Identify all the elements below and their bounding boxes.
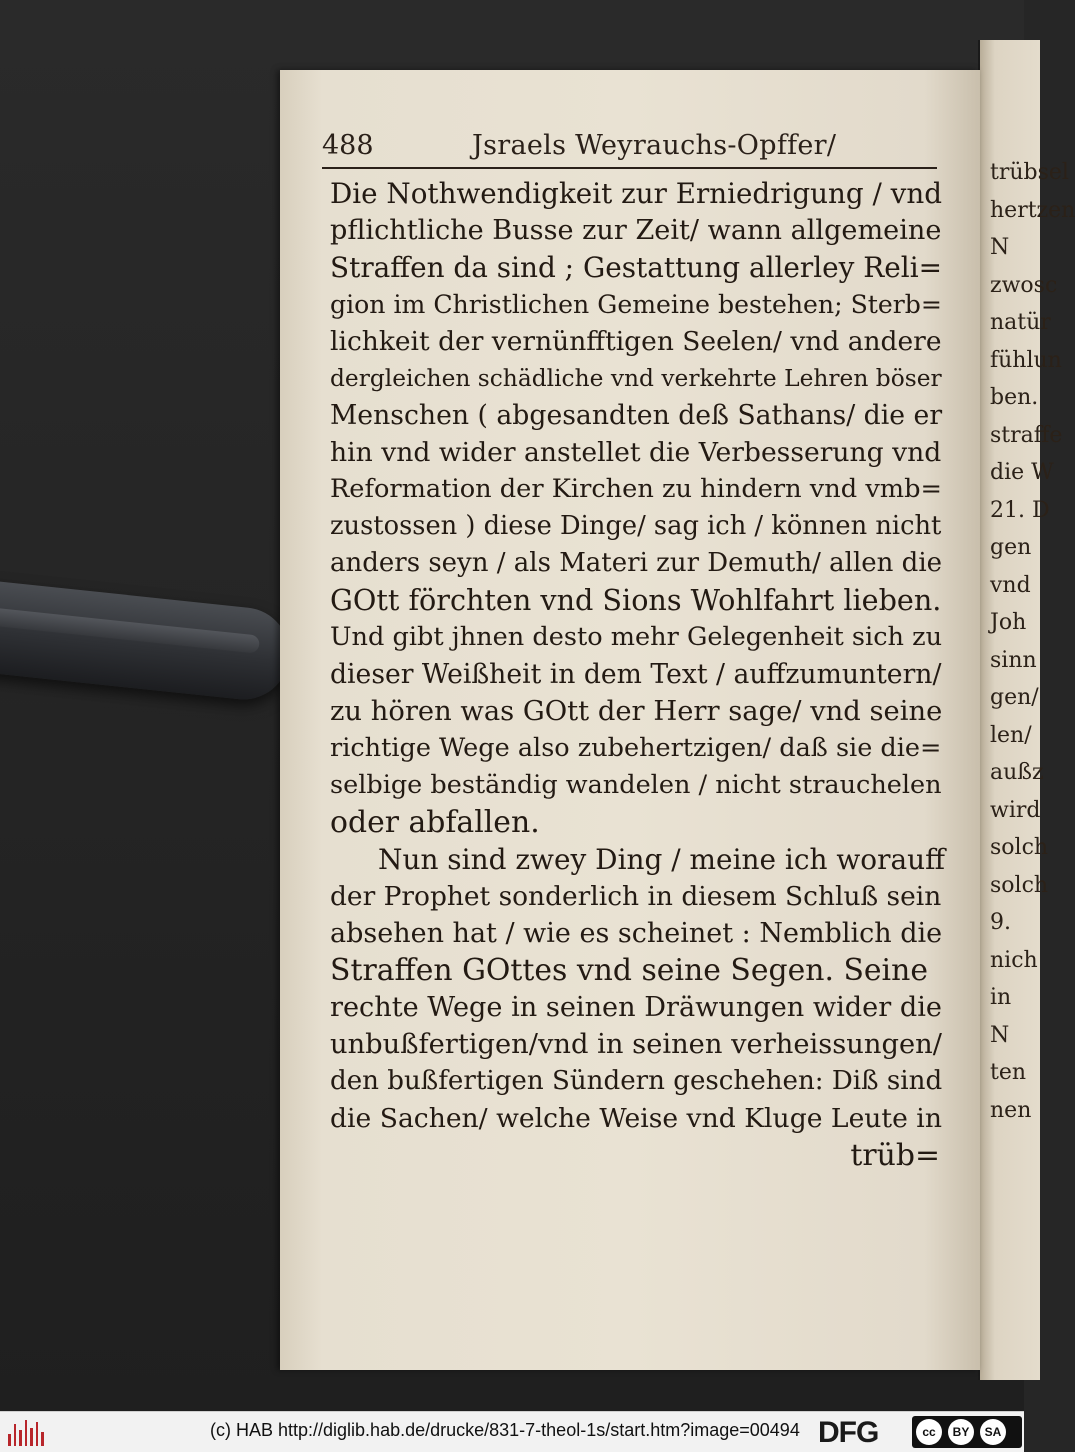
adjacent-page-fragment: zwosc — [990, 272, 1058, 298]
cc-license-badge[interactable] — [912, 1416, 1022, 1448]
text-line: anders seyn / als Materi zur Demuth/ allen die — [330, 548, 943, 578]
text-line: die Sachen/ welche Weise vnd Kluge Leute in — [330, 1103, 942, 1134]
adjacent-page-fragment: außz — [990, 760, 1044, 785]
hab-logo-icon — [8, 1418, 44, 1446]
adjacent-page-fragment: N — [990, 1022, 1010, 1048]
text-line: gion im Christlichen Gemeine bestehen; Sterb= — [330, 290, 942, 319]
adjacent-page-fragment: sinn — [990, 647, 1037, 673]
text-line: absehen hat / wie es scheinet : Nemblich die — [330, 918, 943, 949]
adjacent-page-fragment: in — [990, 985, 1012, 1010]
text-line: richtige Wege also zubehertzigen/ daß sie die= — [330, 733, 942, 763]
adjacent-page-fragment: nich — [990, 947, 1038, 973]
adjacent-page-fragment: 21. D — [990, 497, 1050, 523]
text-line: dergleichen schädliche vnd verkehrte Lehren böser — [330, 365, 942, 392]
header-rule — [322, 167, 937, 169]
text-line: oder abfallen. — [330, 805, 540, 840]
text-line: dieser Weißheit in dem Text / auffzumuntern/ — [330, 659, 942, 690]
adjacent-page-fragment: natür — [990, 310, 1051, 335]
adjacent-page-fragment: fühlun — [990, 347, 1062, 373]
adjacent-page-fragment: Joh — [990, 610, 1027, 635]
adjacent-page-fragment: 9. — [990, 910, 1011, 935]
adjacent-page-fragment: trübsel — [990, 160, 1069, 185]
cc-icon: cc — [916, 1419, 942, 1445]
adjacent-page-fragment: N — [990, 235, 1010, 260]
adjacent-page-fragment: vnd — [990, 572, 1031, 598]
adjacent-page-fragment: wird — [990, 797, 1041, 823]
adjacent-page-fragment: solch — [990, 872, 1049, 898]
text-line: den bußfertigen Sündern geschehen: Diß sind — [330, 1066, 943, 1096]
text-line: Reformation der Kirchen zu hindern vnd vmb= — [330, 474, 942, 504]
text-line: zu hören was GOtt der Herr sage/ vnd seine — [330, 696, 943, 727]
catchword: trüb= — [850, 1138, 940, 1173]
by-icon: BY — [948, 1419, 974, 1445]
text-line: lichkeit der vernünfftigen Seelen/ vnd andere — [330, 326, 942, 357]
adjacent-page-fragment: solch — [990, 835, 1049, 860]
text-line: Die Nothwendigkeit zur Erniedrigung / vnd — [330, 177, 943, 210]
adjacent-page-fragment: hertzen — [990, 197, 1075, 223]
body-text — [330, 175, 945, 1174]
adjacent-page-fragment: ten — [990, 1060, 1027, 1085]
page-number: 488 — [322, 130, 374, 161]
adjacent-page-fragment: die W — [990, 460, 1054, 485]
text-line: rechte Wege in seinen Dräwungen wider die — [330, 992, 942, 1023]
text-line: Nun sind zwey Ding / meine ich worauff — [378, 843, 945, 876]
dfg-logo: DFG — [818, 1416, 879, 1449]
text-line: pflichtliche Busse zur Zeit/ wann allgemeine — [330, 215, 942, 246]
text-line: Straffen GOttes vnd seine Segen. Seine — [330, 953, 928, 988]
running-title: Jsraels Weyrauchs-Opffer/ — [472, 130, 837, 161]
adjacent-page-fragment: gen/ — [990, 685, 1039, 710]
text-line: hin vnd wider anstellet die Verbesserung vnd — [330, 437, 942, 468]
sa-icon: SA — [980, 1419, 1006, 1445]
text-line: GOtt förchten vnd Sions Wohlfahrt lieben. — [330, 583, 942, 617]
adjacent-page-fragment: nen — [990, 1097, 1032, 1123]
text-line: Und gibt jhnen desto mehr Gelegenheit sich zu — [330, 622, 943, 652]
adjacent-page-fragment: gen — [990, 535, 1032, 560]
adjacent-page — [978, 40, 1075, 1380]
text-line: unbußfertigen/vnd in seinen verheissungen/ — [330, 1029, 942, 1060]
adjacent-page-fragment: ben. — [990, 385, 1039, 410]
page-header — [322, 130, 932, 166]
text-line: Menschen ( abgesandten deß Sathans/ die er — [330, 400, 943, 431]
source-url[interactable]: (c) HAB http://diglib.hab.de/drucke/831-7-theol-1s/start.htm?image=00494 — [210, 1420, 800, 1440]
text-line: der Prophet sonderlich in diesem Schluß sein — [330, 881, 942, 912]
adjacent-page-fragment: len/ — [990, 722, 1032, 748]
text-line: selbige beständig wandelen / nicht strauchelen — [330, 770, 942, 800]
text-line: Straffen da sind ; Gestattung allerley Reli= — [330, 251, 943, 284]
text-line: zustossen ) diese Dinge/ sag ich / können nicht — [330, 511, 942, 541]
footer-bar — [0, 1411, 1024, 1452]
adjacent-page-fragment: straffe — [990, 422, 1063, 448]
